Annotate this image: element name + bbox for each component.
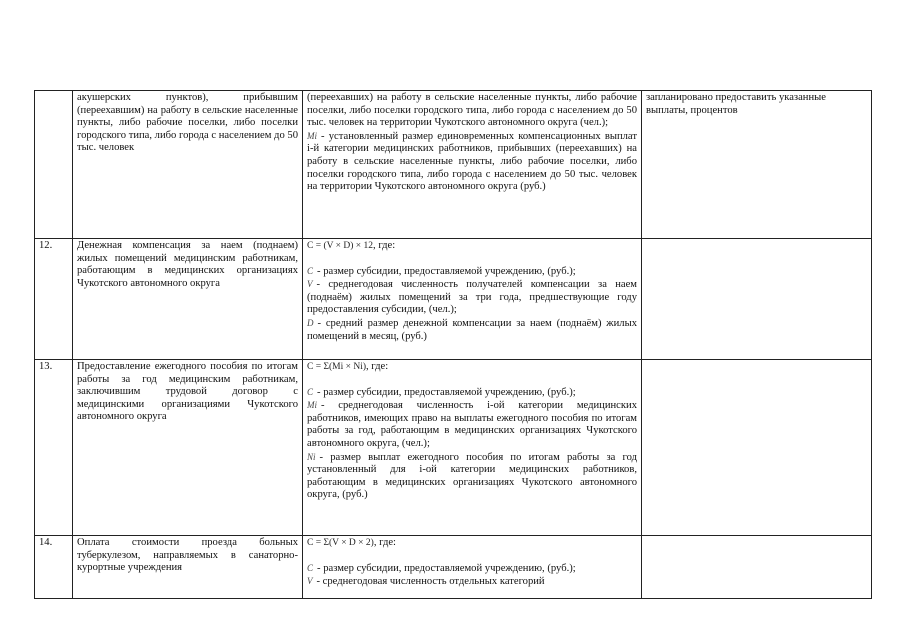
row-description: Предоставление ежегодного пособия по итогам работы за год медицинским работникам, заключившим трудовой договор с медицинскими организациями Чукотского автономного округа [73,360,303,536]
subsidy-table [34,90,872,599]
variable-definition [307,317,637,343]
row-formula-cell [303,239,642,360]
variable-text: - размер выплат ежегодного пособия по итогам работы за год установленный для i-ой категории медицинских работников, работающим в медицинских организациях Чукотского автономного округа, (руб.) [307,451,637,501]
variable-definition [307,575,637,589]
row-number [35,91,73,239]
variable-definition [307,562,637,576]
row-number: 14. [35,536,73,599]
row-description: Денежная компенсация за наем (поднаем) жилых помещений медицинским работникам, работающим в медицинских организациях Чукотского автономного округа [73,239,303,360]
variable-text: - среднегодовая численность i-ой категории медицинских работников, имеющих право на выплаты ежегодного пособия по итогам работы за год, работающим в медицинских организациях Чукотского автономного округа, (чел.); [307,400,637,449]
variable-definition [307,386,637,400]
row-note [642,239,872,360]
table-row [35,91,872,239]
variable-text: - установленный размер единовременных компенсационных выплат i-й категории медицинских работников, прибывших (переехавших) на работу в сельские населенные пункты, либо рабочие поселки, либо поселки городского типа, либо города с населением до 50 тыс. человек на территории Чукотского автономного округа (руб.) [307,130,637,193]
variable-text: - размер субсидии, предоставляемой учреждению, (руб.); [317,562,576,574]
row-formula-cell [303,360,642,536]
formula-line [307,361,637,374]
variable-text: - средний размер денежной компенсации за наем (поднаём) жилых помещений в месяц, (руб.) [307,317,637,342]
variable-symbol: V [307,576,313,587]
row-note [642,360,872,536]
variable-text: - размер субсидии, предоставляемой учреждению, (руб.); [317,265,576,277]
formula-line [307,240,637,253]
variable-symbol: С [307,562,314,573]
formula-suffix: , где: [373,240,396,251]
table-row [35,239,872,360]
formula: С = Σ(V × D × 2) [307,538,374,548]
variable-text: - среднегодовая численность отдельных категорий [316,576,545,588]
variable-definition [307,399,637,450]
row-note: запланировано предоставить указанные выплаты, процентов [642,91,872,239]
variable-symbol: Mi [307,130,317,141]
row-formula-cell [303,91,642,239]
row-note [642,536,872,599]
formula-suffix: , где: [366,361,389,372]
variable-symbol: D [307,317,314,328]
variable-symbol: С [307,386,314,397]
variable-symbol: V [307,279,313,290]
formula-line [307,537,637,550]
variable-text: - размер субсидии, предоставляемой учреждению, (руб.); [317,386,576,398]
variable-definition [307,451,637,502]
variable-symbol: С [307,265,314,276]
variable-definition [307,265,637,279]
variable-text: - среднегодовая численность получателей компенсации за наем (поднаём) жилых помещений за три года, предшествующие году предоставления субсидии, (чел.); [307,279,637,316]
row-formula-cell [303,536,642,599]
row-number: 12. [35,239,73,360]
formula: С = Σ(Mi × Ni) [307,362,366,372]
formula-suffix: , где: [373,537,396,548]
variable-symbol: Mi [307,400,317,411]
table-row [35,536,872,599]
row-description: акушерских пунктов), прибывшим (переехавшим) на работу в сельские населенные пункты, либо рабочие поселки, либо поселки городского типа, либо города с населением до 50 тыс. человек [73,91,303,239]
variable-symbol: Ni [307,451,316,462]
table-row [35,360,872,536]
row-number: 13. [35,360,73,536]
formula: С = (V × D) × 12 [307,241,374,251]
row-description: Оплата стоимости проезда больных туберкулезом, направляемых в санаторно-курортные учреждения [73,536,303,599]
formula-continuation-text: (переехавших) на работу в сельские населенные пункты, либо рабочие поселки, либо поселки городского типа, либо города с населением до 50 тыс. человек на территории Чукотского автономного округа (чел.); [307,92,637,129]
variable-definition [307,130,637,194]
variable-definition [307,278,637,317]
